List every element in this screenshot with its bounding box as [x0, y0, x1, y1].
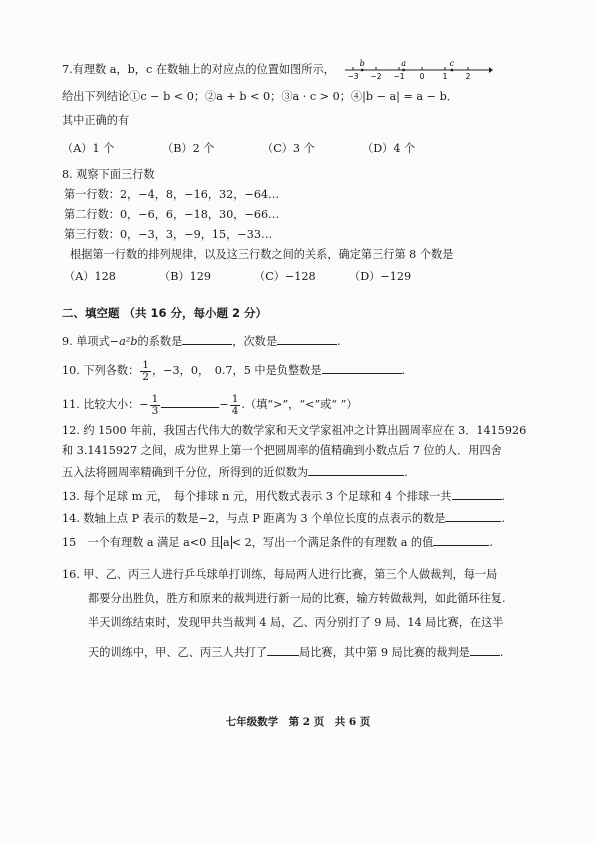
q14-end: . — [501, 512, 505, 525]
q10-fraction: $\frac{1}{2}$ — [142, 358, 149, 383]
q7-option-a: （A）1 个 — [62, 142, 115, 155]
q8-row2: 第二行数：0，−6，6，−18，30，−66… — [64, 208, 280, 221]
q12-line3 — [62, 464, 408, 480]
q10-rest: ，−3，0， 0.7，5 中是负整数是 — [151, 364, 322, 377]
q16-line1: 16. 甲、乙、丙三人进行乒乓球单打训练，每局两人进行比赛，第三个人做裁判，每一局 — [62, 568, 498, 581]
q15-end: . — [489, 536, 493, 549]
number-line-tick-label: −1 — [393, 72, 405, 81]
number-line-point-a — [402, 69, 405, 72]
q8-option-a: （A）128 — [64, 270, 116, 283]
number-line-point-label-a: a — [401, 59, 406, 68]
q8-title: 8. 观察下面三行数 — [62, 168, 155, 181]
q8-row3: 第三行数：0，−3，3，−9，15，−33… — [64, 228, 273, 241]
q14-text: 14. 数轴上点 P 表示的数是−2，与点 P 距离为 3 个单位长度的点表示的数是 — [62, 512, 446, 525]
number-line-point-label-b: b — [359, 59, 365, 68]
q8-option-d: （D）−129 — [349, 270, 412, 283]
q12-blank[interactable] — [308, 464, 404, 476]
number-line-tick-label: 0 — [419, 72, 425, 81]
q8-question: 根据第一行数的排列规律，以及这三行数之间的关系，确定第三行第 8 个数是 — [70, 248, 454, 261]
q8-option-c: （C）−128 — [254, 270, 316, 283]
q14 — [62, 510, 505, 526]
q13 — [62, 488, 505, 504]
q9-end: . — [337, 335, 341, 348]
q13-blank[interactable] — [452, 488, 502, 500]
q7-option-c: （C）3 个 — [262, 142, 315, 155]
q10-end: . — [401, 364, 406, 377]
q11-fraction-b: $\frac{1}{4}$ — [231, 392, 239, 417]
q11-fraction-a: $\frac{1}{3}$ — [151, 392, 159, 417]
q8-row1: 第一行数：2，−4，8，−16，32，−64… — [64, 188, 280, 201]
page-footer: 七年级数学 第 2 页 共 6 页 — [225, 716, 371, 728]
q11-minus-b: − — [219, 398, 229, 411]
q9-expression: −a²b — [109, 335, 138, 348]
q16-blank-referee[interactable] — [470, 644, 500, 656]
q11-pre: 11. 比较大小： — [62, 398, 140, 411]
q16-line4 — [88, 644, 503, 660]
q9-mid: 的系数是 — [137, 335, 183, 348]
q11-note: .（填“>”，“<”或“ ”） — [241, 398, 358, 411]
q12-line2: 和 3.1415927 之间，成为世界上第一个把圆周率的值精确到小数点后 7 位的人．用四舍 — [62, 444, 502, 457]
section2-title: 二、填空题 （共 16 分，每小题 2 分） — [62, 306, 268, 320]
q16-blank-games[interactable] — [267, 644, 299, 656]
q15-blank[interactable] — [433, 534, 489, 546]
q11 — [62, 392, 358, 418]
q7-number-line — [343, 58, 493, 82]
q10 — [62, 358, 405, 384]
q9-pre: 9. 单项式 — [62, 335, 110, 348]
q9 — [62, 333, 341, 349]
q9-blank-coefficient[interactable] — [182, 333, 232, 345]
q11-minus-a: − — [139, 398, 149, 411]
q7-option-b: （B）2 个 — [162, 142, 215, 155]
q15-pre: 15 一个有理数 a 满足 a<0 且 — [62, 536, 221, 549]
number-line-arrow — [489, 67, 493, 73]
q16-line4-b: 局比赛，其中第 9 局比赛的裁判是 — [299, 646, 470, 659]
q10-blank[interactable] — [322, 362, 402, 374]
number-line-tick-label: 1 — [442, 72, 448, 81]
q10-pre: 10. 下列各数： — [62, 364, 140, 377]
q13-text: 13. 每个足球 m 元， 每个排球 n 元，用代数式表示 3 个足球和 4 个排球一共 — [62, 490, 452, 503]
q16-end: . — [499, 646, 504, 659]
number-line-point-b — [361, 69, 364, 72]
number-line-tick-label: −2 — [370, 72, 382, 81]
q9-post: ，次数是 — [232, 335, 278, 348]
number-line-tick-label: 2 — [465, 72, 471, 81]
q9-blank-degree[interactable] — [277, 333, 337, 345]
q15 — [62, 534, 493, 550]
q12-line1: 12. 约 1500 年前，我国古代伟大的数学家和天文学家祖冲之计算出圆周率应在 3．1415926 — [62, 424, 527, 437]
q7-prompt: 其中正确的有 — [62, 114, 130, 127]
number-line-point-c — [451, 69, 454, 72]
q7-option-d: （D）4 个 — [362, 142, 416, 155]
q12-line3-text: 五入法将圆周率精确到千分位，所得到的近似数为 — [62, 466, 309, 479]
q16-line2: 都要分出胜负，胜方和原来的裁判进行新一局的比赛，输方转做裁判，如此循环往复. — [88, 592, 506, 605]
number-line-tick-label: −3 — [347, 72, 359, 81]
q8-option-b: （B）129 — [159, 270, 211, 283]
q8-options — [64, 270, 444, 284]
q16-line3: 半天训练结束时，发现甲共当裁判 4 局，乙、丙分别打了 9 局、14 局比赛，在这半 — [88, 616, 504, 629]
q7-options — [62, 142, 462, 156]
q7-conclusions: 给出下列结论①c − b < 0；②a + b < 0；③a · c > 0；④|b − a| = a − b． — [62, 90, 458, 103]
q11-blank[interactable] — [161, 396, 219, 408]
q15-abs-value: a — [222, 536, 230, 549]
q7-line1: 7.有理数 a，b，c 在数轴上的对应点的位置如图所示， — [62, 63, 335, 76]
q13-end: . — [501, 490, 506, 503]
q12-end: . — [404, 466, 408, 479]
q14-blank[interactable] — [445, 510, 501, 522]
number-line-point-label-c: c — [449, 59, 455, 68]
q15-post: < 2，写出一个满足条件的有理数 a 的值 — [231, 536, 434, 549]
q16-line4-a: 天的训练中，甲、乙、丙三人共打了 — [88, 646, 268, 659]
